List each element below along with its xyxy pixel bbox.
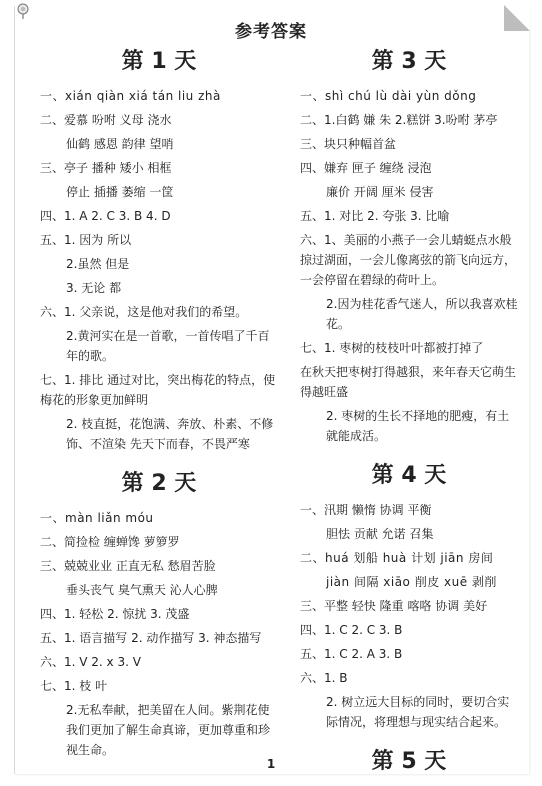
right-column	[300, 48, 518, 786]
answer-line: 六、1、美丽的小燕子一会儿蜻蜓点水般掠过湖面，一会儿像离弦的箭飞向远方，一会停留在碧绿的荷叶上。	[300, 233, 517, 287]
answer-line: 二、爱慕 吩咐 义母 浇水	[40, 113, 172, 127]
answer-line: 七、1. 枝 叶	[40, 679, 108, 693]
answer-line: 三、块只种幅首盆	[300, 137, 397, 151]
left-column	[40, 48, 278, 764]
answer-line: 2.黄河实在是一首歌，一首传唱了千百年的歌。	[66, 329, 270, 363]
answer-line: 2. 树立远大目标的同时，要切合实际情况，将理想与现实结合起来。	[326, 695, 510, 729]
answer-line: jiàn 间隔 xiāo 削皮 xuē 剥削	[326, 575, 497, 589]
answer-line: 六、1. B	[300, 671, 348, 685]
day-3-heading: 第 3 天	[371, 49, 447, 74]
answer-line: 四、1. 轻松 2. 惊扰 3. 茂盛	[40, 607, 190, 621]
day-1-heading: 第 1 天	[121, 49, 197, 74]
answer-line: 一、shì chú lù dài yùn dǒng	[300, 89, 477, 103]
answer-line: 四、1. A 2. C 3. B 4. D	[40, 209, 171, 223]
answer-line: 2.无私奉献，把美留在人间。紫荆花使我们更加了解生命真谛，更加尊重和珍视生命。	[66, 703, 271, 757]
day-5-heading: 第 5 天	[371, 749, 447, 774]
day-4-heading: 第 4 天	[371, 463, 447, 488]
answer-line: 仙鹤 感恩 韵律 望哨	[66, 137, 174, 151]
answer-line: 三、平整 轻快 隆重 喀咯 协调 美好	[300, 599, 488, 613]
answer-line: 三、兢兢业业 正直无私 愁眉苦脸	[40, 559, 216, 573]
answer-line: 六、1. V 2. x 3. V	[40, 655, 141, 669]
answer-line: 四、1. C 2. C 3. B	[300, 623, 403, 637]
answer-line: 2. 枝直挺，花饱满、奔放、朴素、不修饰、不渲染 先天下而春，不畏严寒	[66, 417, 274, 451]
answer-line: 二、简捡检 缠蝉馋 萝箩罗	[40, 535, 180, 549]
page-number: 1	[266, 757, 276, 771]
answer-line: 二、1.白鹤 嫌 朱 2.糕饼 3.吩咐 茅亭	[300, 113, 498, 127]
answer-line: 3. 无论 都	[66, 281, 122, 295]
answer-line: 五、1. 语言描写 2. 动作描写 3. 神态描写	[40, 631, 262, 645]
answer-line: 在秋天把枣树打得越狠，来年春天它萌生得越旺盛	[300, 365, 517, 399]
answer-line: 垂头丧气 臭气熏天 沁人心脾	[66, 583, 218, 597]
answer-line: 停止 插播 萎缩 一筐	[66, 185, 174, 199]
page-title: 参考答案	[235, 22, 307, 42]
answer-line: 胆怯 贡献 允诺 召集	[326, 527, 434, 541]
answer-line: 七、1. 枣树的枝枝叶叶都被打掉了	[300, 341, 484, 355]
answer-line: 五、1. C 2. A 3. B	[300, 647, 403, 661]
answer-line: 一、xián qiàn xiá tán liu zhà	[40, 89, 221, 103]
answer-line: 廉价 开阔 厘米 侵害	[326, 185, 434, 199]
answer-line: 一、màn liǎn móu	[40, 511, 154, 525]
answer-line: 五、1. 因为 所以	[40, 233, 132, 247]
answer-line: 二、huá 划船 huà 计划 jiān 房间	[300, 551, 494, 565]
day-2-heading: 第 2 天	[121, 471, 197, 496]
answer-line: 三、亭子 播种 矮小 相框	[40, 161, 172, 175]
answer-line: 五、1. 对比 2. 夸张 3. 比喻	[300, 209, 450, 223]
answer-line: 2. 枣树的生长不择地的肥瘦，有土就能成活。	[326, 409, 510, 443]
answer-line: 2.因为桂花香气迷人，所以我喜欢桂花。	[326, 297, 518, 331]
answer-line: 七、1. 排比 通过对比，突出梅花的特点，使梅花的形象更加鲜明	[40, 373, 276, 407]
answer-line: 六、1. 父亲说，这是他对我们的希望。	[40, 305, 248, 319]
answer-line: 一、汛期 懒惰 协调 平衡	[300, 503, 432, 517]
answer-line: 2.虽然 但是	[66, 257, 130, 271]
answer-line: 四、嫌弃 匣子 缠绕 浸泡	[300, 161, 432, 175]
